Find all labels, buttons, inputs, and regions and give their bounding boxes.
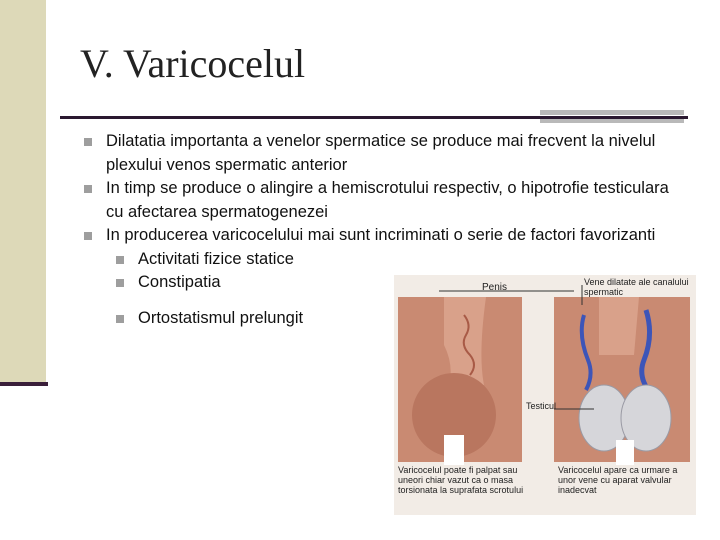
bullet-item — [84, 177, 674, 224]
slide-sidebar-band — [0, 0, 46, 385]
square-bullet-icon — [116, 315, 124, 323]
penis-shape-right — [599, 297, 639, 355]
sub-bullet-text: Constipatia — [138, 273, 221, 291]
sub-bullet-text: Ortostatismul prelungit — [138, 308, 304, 327]
bullet-item — [84, 224, 674, 248]
bullet-item — [84, 130, 674, 177]
label-vene-dilatate: Vene dilatate ale canalului spermatic — [584, 277, 689, 297]
caption-left: Varicocelul poate fi palpat sau uneori chiar vazut ca o masa torsionata la suprafata scrotului — [398, 465, 524, 495]
anatomy-illustration — [394, 275, 696, 515]
label-penis: Penis — [482, 282, 508, 293]
title-rule-accent-lower — [540, 119, 684, 123]
label-testicul: Testicul — [526, 401, 557, 411]
bullet-text: Dilatatia importanta a venelor spermatice se produce mai frecvent la nivelul plexului venos spermatic anterior — [106, 132, 656, 174]
caption-right: Varicocelul apare ca urmare a unor vene cu aparat valvular inadecvat — [558, 465, 678, 495]
sub-bullet-item — [84, 248, 674, 272]
sidebar-underline — [0, 382, 48, 386]
slide-title: V. Varicocelul — [80, 41, 306, 86]
square-bullet-icon — [84, 232, 92, 240]
square-bullet-icon — [116, 279, 124, 287]
left-panel-gap — [444, 435, 464, 465]
title-rule-accent — [540, 110, 684, 115]
bullet-text: In timp se produce o alingire a hemiscrotului respectiv, o hipotrofie testiculara cu afectarea spermatogenezei — [106, 179, 669, 221]
bullet-text: In producerea varicocelului mai sunt incriminati o serie de factori favorizanti — [106, 226, 656, 244]
square-bullet-icon — [84, 138, 92, 146]
square-bullet-icon — [116, 256, 124, 264]
right-panel-gap — [616, 440, 634, 465]
sub-bullet-text: Activitati fizice statice — [138, 249, 294, 268]
square-bullet-icon — [84, 185, 92, 193]
